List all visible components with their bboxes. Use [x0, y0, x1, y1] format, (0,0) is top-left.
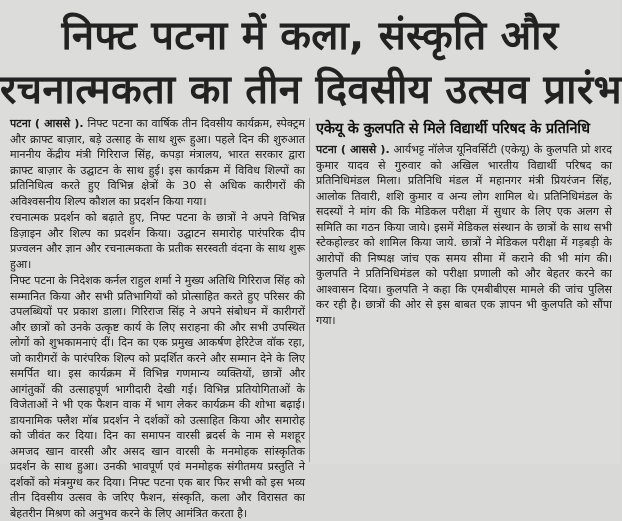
- column-divider: [309, 118, 310, 462]
- article-2-column-right: [316, 116, 612, 462]
- article-1-paragraph-1: [10, 116, 305, 209]
- headline-line-2: रचनात्मकता का तीन दिवसीय उत्सव प्रारंभ: [0, 67, 622, 113]
- article-2-headline: एकेयू के कुलपति से मिले विद्यार्थी परिषद के प्रतिनिधि: [316, 121, 590, 137]
- article-2-paragraph-1-text: आर्यभट्ट नॉलेज यूनिवर्सिटी (एकेयू) के कुलपति प्रो शरद कुमार यादव से गुरुवार को अखिल भारतीय विद्यार्थी परिषद का प्रतिनिधिमंडल मिला। प्रतिनिधि मंडल में महानगर मंत्री प्रियरंजन सिंह, आलोक तिवारी, शशि कुमार व अन्य लोग शामिल थे। प्रतिनिधिमंडल के सदस्यों ने मांग की कि मेडिकल परीक्षा में सुधार के लिए एक अलग से समिति का गठन किया जाये। इसमें मेडिकल संस्थान के छात्रों के साथ सभी स्टेकहोल्डर को शामिल किया जाये. छात्रों ने मेडिकल परीक्षा में गड़बड़ी के आरोपों की निष्पक्ष जांच एक समय सीमा में कराने की भी मांग की। कुलपति ने प्रतिनिधिमंडल को परीक्षा प्रणाली को और बेहतर करने का आश्वासन दिया। कुलपति ने कहा कि एमबीबीएस मामले की जांच पुलिस कर रही है। छात्रों की ओर से इस बाबत एक ज्ञापन भी कुलपति को सौंपा गया।: [316, 143, 612, 327]
- article-2-dateline: पटना ( आससे ).: [316, 143, 390, 156]
- article-2-paragraph-1: [316, 142, 612, 328]
- article-1-paragraph-2: रचनात्मक प्रदर्शन को बढ़ाते हुए, निफ्ट पटना के छात्रों ने अपने विभिन्न डिज़ाइन और शिल्प का प्रदर्शन किया। उद्घाटन समारोह पारंपरिक दीप प्रज्वलन और ज्ञान और रचनात्मकता के प्रतीक सरस्वती वंदना के साथ शुरू हुआ।: [10, 211, 305, 271]
- article-1-paragraph-3: निफ्ट पटना के निदेशक कर्नल राहुल शर्मा ने मुख्य अतिथि गिरिराज सिंह को सम्मानित किया और सभी प्रतिभागियों को प्रोत्साहित करते हुए परिसर की उपलब्धियों पर प्रकाश डाला। गिरिराज सिंह ने अपने संबोधन में कारीगरों और छात्रों को उनके उत्कृष्ट कार्य के लिए सराहना की और सभी उपस्थित लोगों को शुभकामनाएं दीं। दिन का एक प्रमुख आकर्षण हेरिटेज वॉक रहा, जो कारीगरों के पारंपरिक शिल्प को प्रदर्शित करने और सम्मान देने के लिए समर्पित था। इस कार्यक्रम में विभिन्न गणमान्य व्यक्तियों, छात्रों और आगंतुकों की उत्साहपूर्ण भागीदारी देखी गई। विभिन्न प्रतियोगिताओं के विजेताओं ने भी एक फैशन वाक में भाग लेकर कार्यक्रम की शोभा बढ़ाई। डायनामिक फ्लैश मॉब प्रदर्शन ने दर्शकों को उत्साहित किया और समारोह को जीवंत कर दिया। दिन का समापन वारसी ब्रदर्स के नाम से मशहूर अमजद खान वारसी और असद खान वारसी के मनमोहक सांस्कृतिक प्रदर्शन के साथ हुआ। उनकी भावपूर्ण एवं मनमोहक संगीतमय प्रस्तुति ने दर्शकों को मंत्रमुग्ध कर दिया। निफ्ट पटना एक बार फिर सभी को इस भव्य तीन दिवसीय उत्सव के जरिए फैशन, संस्कृति, कला और विरासत का बेहतरीन मिश्रण को अनुभव करने के लिए आमंत्रित करता है।: [10, 274, 305, 520]
- article-1-column-left: [10, 116, 305, 520]
- article-1-paragraph-1-text: निफ्ट पटना का वार्षिक तीन दिवसीय कार्यक्रम, स्पेक्ट्रम और क्राफ्ट बाज़ार, बड़े उत्साह के साथ शुरू हुआ। पहले दिन की शुरुआत माननीय केंद्रीय मंत्री गिरिराज सिंह, कपड़ा मंत्रालय, भारत सरकार द्वारा क्राफ्ट बाज़ार के उद्घाटन के साथ हुई। इस कार्यक्रम में विविध शिल्पों का प्रतिनिधित्व करते हुए विभिन्न क्षेत्रों के 30 से अधिक कारीगरों की अविश्वसनीय शिल्प कौशल का प्रदर्शन किया गया।: [10, 117, 305, 208]
- article-1-dateline: पटना ( आससे ).: [10, 117, 84, 130]
- headline-line-1: निफ्ट पटना में कला, संस्कृति और: [61, 13, 559, 59]
